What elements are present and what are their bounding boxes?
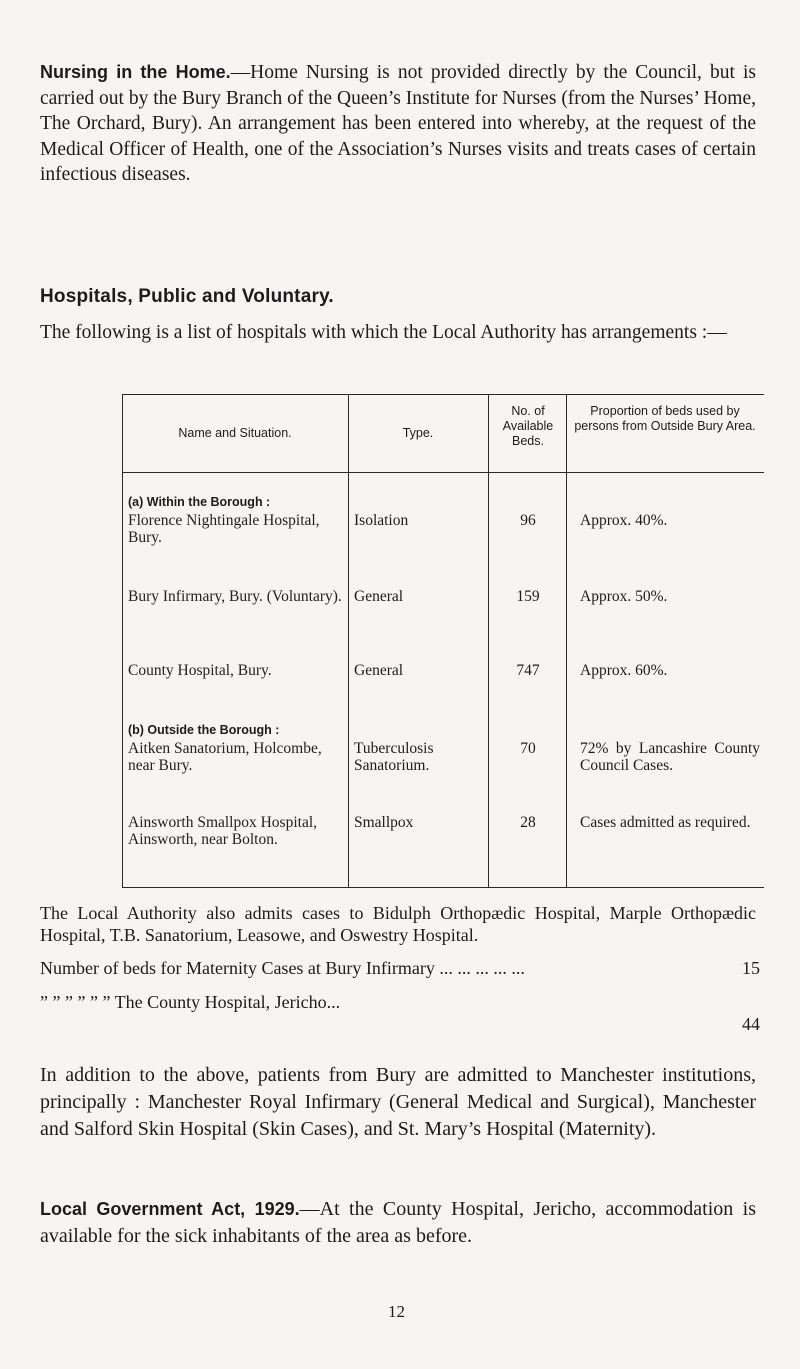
- page-number: 12: [388, 1302, 405, 1321]
- row-proportion: Approx. 40%.: [580, 512, 668, 529]
- lga-paragraph: [40, 1196, 756, 1250]
- group-outside-borough: (b) Outside the Borough :: [128, 723, 280, 737]
- header-type: Type.: [402, 426, 434, 440]
- row-type: Smallpox: [354, 814, 414, 831]
- row-proportion: Cases admitted as required.: [580, 814, 751, 831]
- lga-text: —At the County Hospital, Jericho, accommodation is available for the sick inhabitants of the area as before.: [40, 1198, 756, 1247]
- lga-heading: Local Government Act, 1929.: [40, 1199, 300, 1219]
- maternity-label-2: ” ” ” ” ” ” The County Hospital, Jericho...: [40, 992, 341, 1012]
- row-name: Bury Infirmary, Bury. (Voluntary).: [128, 588, 342, 605]
- hospitals-table: [122, 394, 764, 888]
- maternity-line-1: [40, 958, 760, 979]
- row-beds: 96: [520, 512, 536, 529]
- table-header-rule: [122, 472, 764, 473]
- hospitals-heading: Hospitals, Public and Voluntary.: [40, 286, 334, 307]
- table-left-rule: [122, 394, 123, 888]
- row-name: County Hospital, Bury.: [128, 662, 272, 679]
- row-type: General: [354, 662, 404, 679]
- nursing-text: —Home Nursing is not provided directly by the Council, but is carried out by the Bury Branch of the Queen’s Institute for Nurses (from the Nurses’ Home, The Orchard, Bury). An arrangement has been entered into whereby, at the request of the Medical Officer of Health, one of the Association’s Nurses visits and treats cases of certain infectious diseases.: [40, 62, 756, 185]
- table-bottom-rule: [122, 887, 764, 888]
- table-top-rule: [122, 394, 764, 395]
- row-proportion: 72% by Lancashire County Council Cases.: [580, 740, 760, 774]
- row-beds: 159: [516, 588, 540, 605]
- table-col-rule-2: [488, 394, 489, 888]
- row-name: Ainsworth Smallpox Hospital, Ainsworth, near Bolton.: [128, 814, 318, 848]
- header-name: Name and Situation.: [178, 426, 292, 440]
- row-name: Florence Nightingale Hospital, Bury.: [128, 512, 320, 546]
- hospitals-intro: The following is a list of hospitals with which the Local Authority has arrangements :—: [40, 322, 727, 343]
- row-beds: 28: [520, 814, 536, 831]
- header-proportion: Proportion of beds used by persons from Outside Bury Area.: [574, 404, 756, 433]
- row-beds: 747: [516, 662, 540, 679]
- row-name: Aitken Sanatorium, Holcombe, near Bury.: [128, 740, 322, 774]
- row-beds: 70: [520, 740, 536, 757]
- group-within-borough: (a) Within the Borough :: [128, 495, 271, 509]
- row-type: Isolation: [354, 512, 409, 529]
- maternity-label-1: Number of beds for Maternity Cases at Bury Infirmary ... ... ... ... ...: [40, 958, 525, 978]
- header-beds: No. of Available Beds.: [502, 404, 554, 448]
- row-type: General: [354, 588, 404, 605]
- row-proportion: Approx. 60%.: [580, 662, 668, 679]
- orthopaedic-paragraph: The Local Authority also admits cases to Bidulph Orthopædic Hospital, Marple Orthopædic Hospital, T.B. Sanatorium, Leasowe, and Oswestry Hospital.: [40, 903, 756, 945]
- table-col-rule-3: [566, 394, 567, 888]
- maternity-value-2: 44: [742, 1014, 760, 1034]
- table-col-rule-1: [348, 394, 349, 888]
- row-type: Tuberculosis Sanatorium.: [354, 740, 434, 774]
- maternity-line-2: [40, 990, 760, 1040]
- row-proportion: Approx. 50%.: [580, 588, 668, 605]
- nursing-heading: Nursing in the Home.: [40, 62, 231, 82]
- maternity-value-1: 15: [742, 958, 760, 978]
- manchester-paragraph: In addition to the above, patients from Bury are admitted to Manchester institutions, principally : Manchester Royal Infirmary (General Medical and Surgical), Manchester and Salford Skin Hospital (Skin Cases), and St. Mary’s Hospital (Maternity).: [40, 1064, 756, 1140]
- nursing-paragraph: [40, 60, 756, 188]
